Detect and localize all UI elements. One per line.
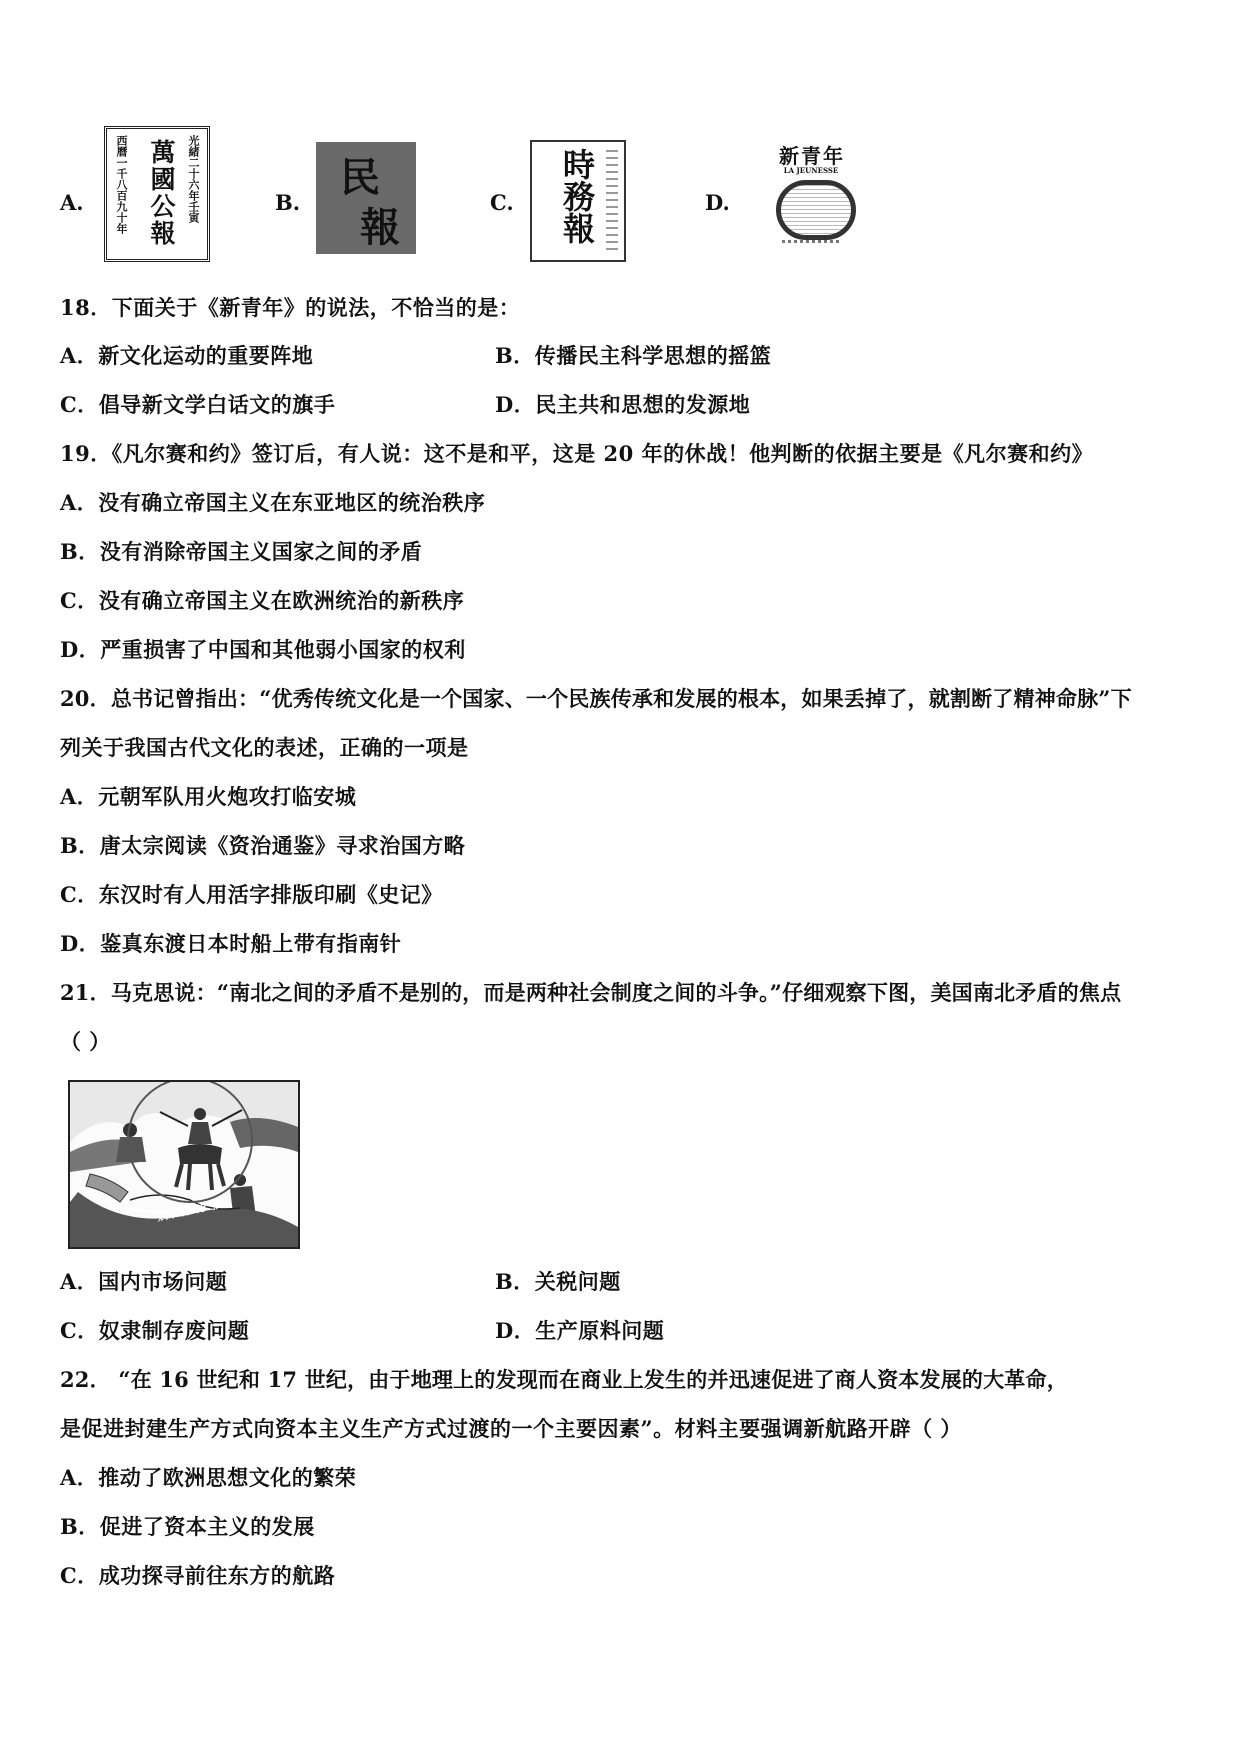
- q19-stem: 19．《凡尔赛和约》签订后，有人说：这不是和平，这是 20 年的休战！他判断的依据主要是《凡尔赛和约》: [60, 441, 1094, 466]
- option-a-label: A.: [60, 190, 84, 215]
- q20-stem-line2: 列关于我国古代文化的表述，正确的一项是: [60, 735, 469, 760]
- q20-option-c[interactable]: C．东汉时有人用活字排版印刷《史记》: [60, 882, 443, 907]
- q21-option-d[interactable]: D．生产原料问题: [495, 1318, 665, 1343]
- option-a-side-right: 光緒二十六年壬寅: [187, 135, 200, 223]
- option-d-footer-rule: [782, 240, 840, 243]
- option-a-side-left: 西曆一千八百九十年: [115, 135, 128, 234]
- option-b-image[interactable]: [316, 142, 416, 254]
- q21-option-c[interactable]: C．奴隶制存废问题: [60, 1318, 250, 1343]
- q18-option-b[interactable]: B．传播民主科学思想的摇篮: [495, 343, 772, 368]
- q21-cartoon-image[interactable]: [68, 1080, 300, 1249]
- q20-stem-line1: 20．总书记曾指出：“优秀传统文化是一个国家、一个民族传承和发展的根本，如果丢掉了，就割断了精神命脉”下: [60, 686, 1132, 711]
- option-a-title: 萬國公報: [147, 139, 176, 247]
- q22-stem-line1: 22． “在 16 世纪和 17 世纪，由于地理上的发现而在商业上发生的并迅速促进了商人资本发展的大革命，: [60, 1367, 1068, 1392]
- option-a-image[interactable]: [104, 126, 210, 262]
- q19-option-b[interactable]: B．没有消除帝国主义国家之间的矛盾: [60, 539, 423, 564]
- option-d-label: D.: [705, 190, 730, 215]
- cartoon-drawing: [70, 1082, 298, 1247]
- q18-option-c[interactable]: C．倡导新文学白话文的旗手: [60, 392, 336, 417]
- option-c-label: C.: [490, 190, 514, 215]
- option-d-title: 新青年: [779, 144, 845, 168]
- option-c-image[interactable]: [530, 140, 626, 262]
- q20-option-a[interactable]: A．元朝军队用火炮攻打临安城: [60, 784, 357, 809]
- q21-stem-line2: （ ）: [60, 1029, 111, 1054]
- option-c-title: 時務報: [558, 148, 596, 244]
- option-b-title-top: 民: [340, 154, 380, 201]
- q18-option-d[interactable]: D．民主共和思想的发源地: [495, 392, 751, 417]
- q22-option-a[interactable]: A．推动了欧洲思想文化的繁荣: [60, 1465, 357, 1490]
- option-b-title-bottom: 報: [360, 204, 400, 251]
- option-d-subtitle: LA JEUNESSE: [783, 166, 839, 175]
- option-d-emblem: [776, 180, 856, 240]
- q22-stem-line2: 是促进封建生产方式向资本主义生产方式过渡的一个主要因素”。材料主要强调新航路开辟（ ）: [60, 1416, 962, 1441]
- q19-option-d[interactable]: D．严重损害了中国和其他弱小国家的权利: [60, 637, 466, 662]
- q19-option-a[interactable]: A．没有确立帝国主义在东亚地区的统治秩序: [60, 490, 486, 515]
- q20-option-b[interactable]: B．唐太宗阅读《资治通鉴》寻求治国方略: [60, 833, 466, 858]
- q18-stem: 18．下面关于《新青年》的说法，不恰当的是：: [60, 295, 521, 320]
- q19-option-c[interactable]: C．没有确立帝国主义在欧洲统治的新秩序: [60, 588, 465, 613]
- option-b-label: B.: [275, 190, 301, 215]
- q20-option-d[interactable]: D．鉴真东渡日本时船上带有指南针: [60, 931, 402, 956]
- option-d-image[interactable]: [768, 140, 854, 252]
- q21-option-b[interactable]: B．关税问题: [495, 1269, 621, 1294]
- q21-stem-line1: 21．马克思说：“南北之间的矛盾不是别的，而是两种社会制度之间的斗争。”仔细观察下图，美国南北矛盾的焦点: [60, 980, 1122, 1005]
- q22-option-b[interactable]: B．促进了资本主义的发展: [60, 1514, 315, 1539]
- q21-cartoon-caption: 奴隶制的扩张: [155, 1197, 223, 1224]
- q18-option-a[interactable]: A．新文化运动的重要阵地: [60, 343, 314, 368]
- q22-option-c[interactable]: C．成功探寻前往东方的航路: [60, 1563, 336, 1588]
- option-c-text-column: [606, 150, 618, 250]
- q21-option-a[interactable]: A．国内市场问题: [60, 1269, 228, 1294]
